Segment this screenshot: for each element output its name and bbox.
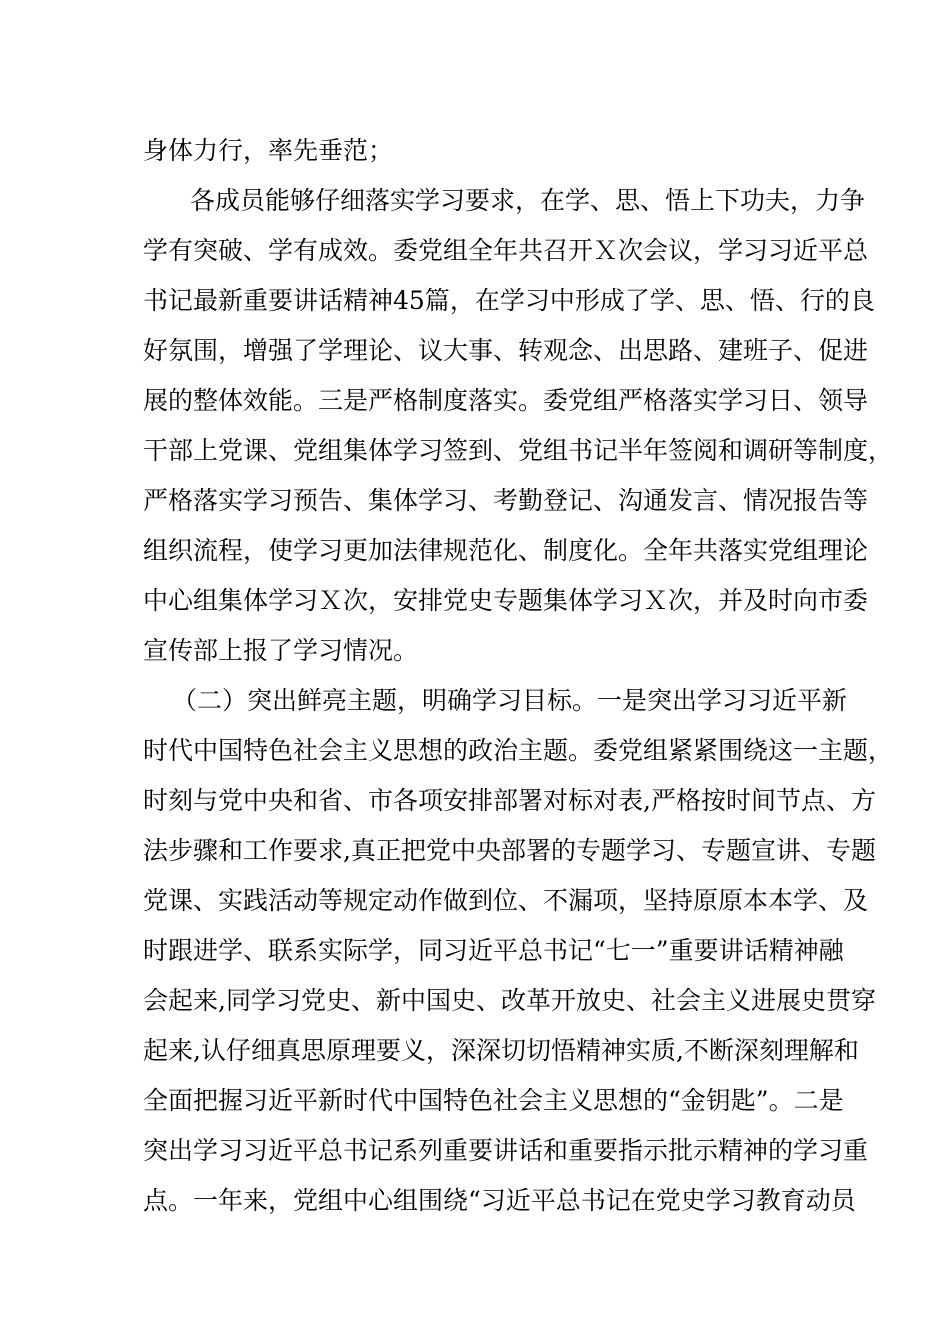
text-line: 书记最新重要讲话精神45篇，在学习中形成了学、思、悟、行的良 (143, 286, 875, 315)
text-line: 起来,认仔细真思原理要义，深深切切悟精神实质,不断深刻理解和 (143, 1036, 859, 1065)
text-line: 时刻与党中央和省、市各项安排部署对标对表,严格按时间节点、方 (143, 786, 876, 815)
text-line: 时代中国特色社会主义思想的政治主题。委党组紧紧围绕这一主题， (143, 736, 894, 765)
text-line: 学有突破、学有成效。委党组全年共召开Ｘ次会议，学习习近平总 (143, 236, 869, 265)
text-line: 会起来,同学习党史、新中国史、改革开放史、社会主义进展史贯穿 (143, 986, 876, 1015)
text-line: 好氛围，增强了学理论、议大事、转观念、出思路、建班子、促进 (143, 336, 869, 365)
text-line: 严格落实学习预告、集体学习、考勤登记、沟通发言、情况报告等 (143, 486, 869, 515)
text-line: 中心组集体学习Ｘ次，安排党史专题集体学习Ｘ次，并及时向市委 (143, 586, 869, 615)
text-line: 法步骤和工作要求,真正把党中央部署的专题学习、专题宣讲、专题 (143, 836, 876, 865)
text-line: 展的整体效能。三是严格制度落实。委党组严格落实学习日、领导 (143, 386, 869, 415)
section-heading-line: （二）突出鲜亮主题，明确学习目标。一是突出学习习近平新 (172, 686, 848, 715)
text-line: 点。一年来，党组中心组围绕“习近平总书记在党史学习教育动员 (143, 1186, 856, 1215)
text-line: 时跟进学、联系实际学，同习近平总书记“七一”重要讲话精神融 (143, 936, 844, 965)
text-line: 宣传部上报了学习情况。 (143, 636, 419, 665)
text-line: 突出学习习近平总书记系列重要讲话和重要指示批示精神的学习重 (143, 1136, 869, 1165)
text-line: 全面把握习近平新时代中国特色社会主义思想的“金钥匙”。二是 (143, 1086, 844, 1115)
text-line: 干部上党课、党组集体学习签到、党组书记半年签阅和调研等制度， (143, 436, 894, 465)
text-line: 组织流程，使学习更加法律规范化、制度化。全年共落实党组理论 (143, 536, 869, 565)
text-line: 党课、实践活动等规定动作做到位、不漏项，坚持原原本本学、及 (143, 886, 869, 915)
text-line: 身体力行，率先垂范； (143, 136, 394, 165)
paragraph-start-line: 各成员能够仔细落实学习要求，在学、思、悟上下功夫，力争 (190, 186, 866, 215)
